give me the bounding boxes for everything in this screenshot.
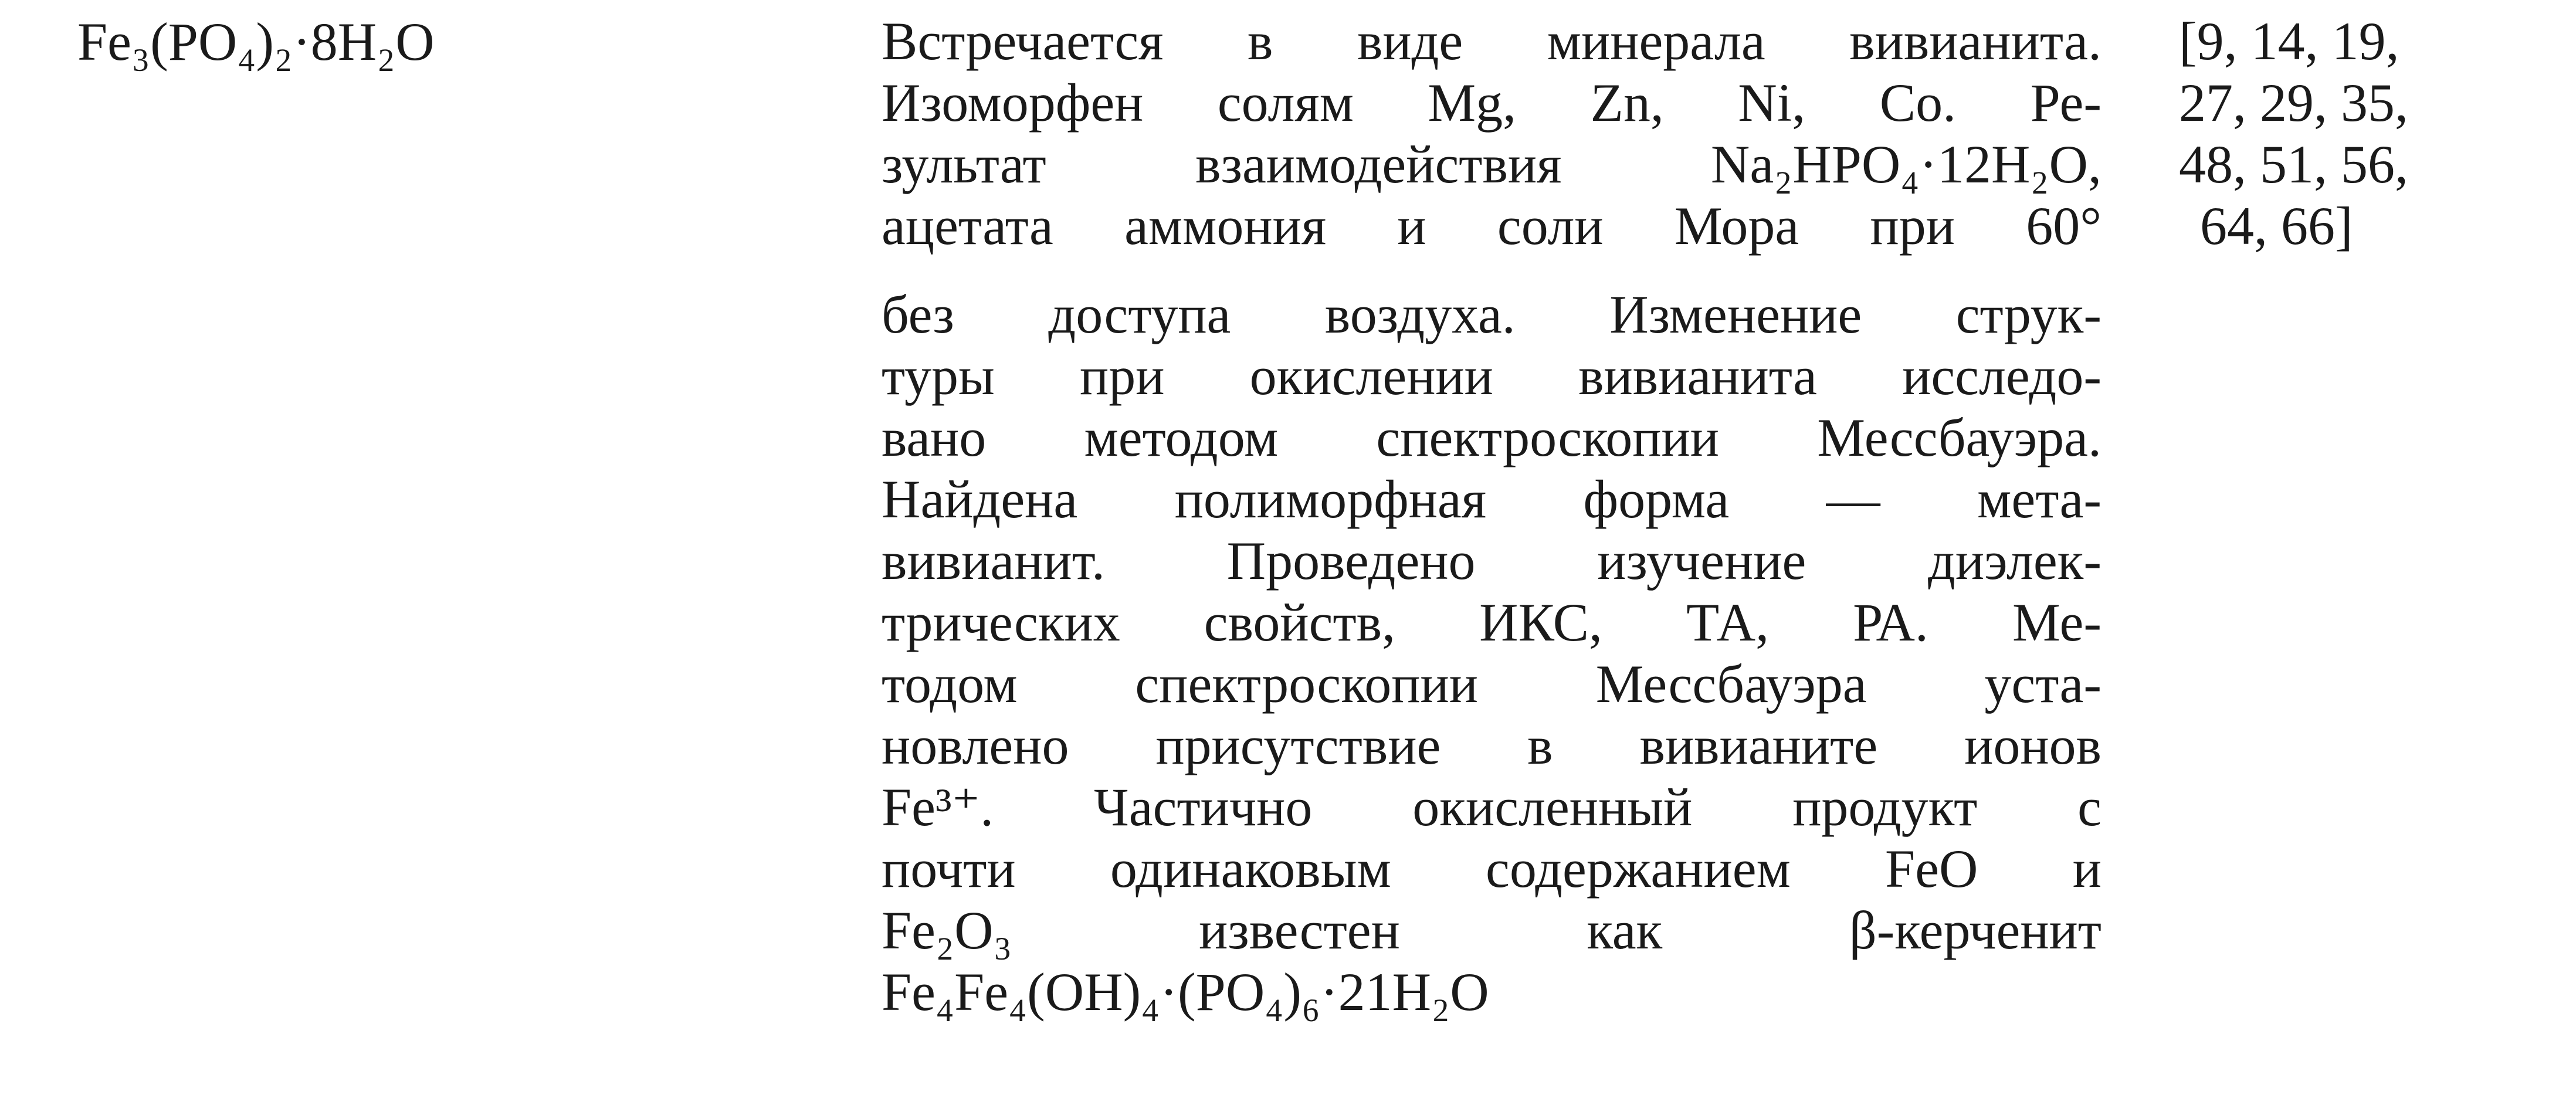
description-line: Fe³⁺. Частично окисленный продукт с (882, 777, 2102, 837)
compound-formula: Fe₃(PO₄)₂·8H₂O (77, 12, 435, 72)
description-line: вано методом спектроскопии Мессбауэра. (882, 408, 2102, 467)
reference-line: 64, 66] (2200, 196, 2353, 256)
description-line: без доступа воздуха. Изменение струк- (882, 284, 2102, 344)
description-line: трических свойств, ИКС, ТА, РА. Ме- (882, 592, 2102, 652)
description-line: Найдена полиморфная форма — мета- (882, 469, 2102, 529)
description-line: почти одинаковым содержанием FeO и (882, 839, 2102, 899)
compound-description (882, 11, 2102, 1023)
description-line: тодом спектроскопии Мессбауэра уста- (882, 654, 2102, 714)
description-line: Fe₂O₃ известен как β-керченит (882, 900, 2102, 960)
description-line: Изоморфен солям Mg, Zn, Ni, Co. Ре- (882, 73, 2102, 133)
description-line: зультат взаимодействия Na₂HPO₄·12H₂O, (882, 134, 2102, 194)
description-line: Fe₄Fe₄(OH)₄·(PO₄)₆·21H₂O (882, 962, 1489, 1022)
reference-line: 48, 51, 56, (2179, 134, 2408, 194)
description-line: Встречается в виде минерала вивианита. (882, 11, 2102, 71)
description-line: туры при окислении вивианита исследо- (882, 346, 2102, 406)
reference-line: 27, 29, 35, (2179, 73, 2408, 133)
reference-line: [9, 14, 19, (2179, 11, 2399, 71)
description-line: новлено присутствие в вивианите ионов (882, 716, 2102, 775)
description-line: вивианит. Проведено изучение диэлек- (882, 531, 2102, 591)
reference-list (2179, 11, 2507, 257)
description-line: ацетата аммония и соли Мора при 60° (882, 196, 2102, 256)
